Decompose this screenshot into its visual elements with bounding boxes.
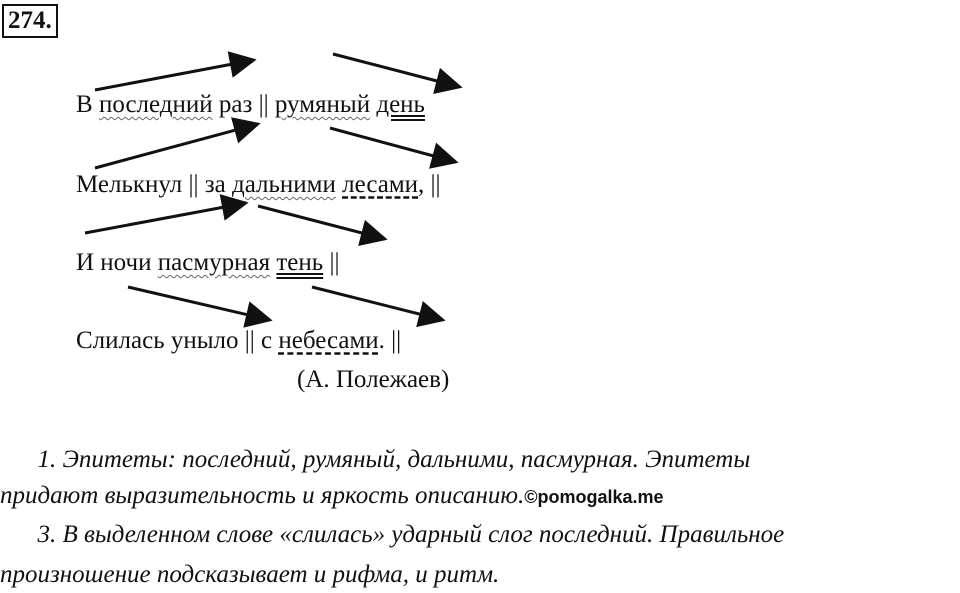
analysis-line-3: 3. В выделенном слове «слилась» ударный слог последний. Правильное [0,521,785,548]
arrow [333,54,460,87]
poem-text: . || [378,327,402,354]
task-number: 274. [2,4,58,38]
epithet-word: румяный [274,91,371,118]
poem-line-2 [76,170,441,200]
poem-text: раз || [212,91,275,118]
adverbial-word: небесами [278,327,379,354]
poem-line-1 [76,90,425,120]
poem-text: || [323,249,340,276]
analysis-line-1: 1. Эпитеты: последний, румяный, дальними, пасмурная. Эпитеты [0,446,751,473]
arrow [312,287,443,320]
adverbial-word: лесами [342,171,419,198]
arrow [258,206,385,239]
analysis-line-4: произношение подсказывает и рифма, и ритм. [0,561,500,588]
arrow [85,203,246,233]
poem-text: Слилась уныло || с [76,327,279,354]
poem-line-4 [76,326,401,356]
analysis-line-2 [0,481,960,512]
poem-line-3 [76,248,339,278]
epithet-word: дальними [232,171,336,198]
poem-text: , || [418,171,441,198]
epithet-word: пасмурная [157,249,271,276]
poem-text: И ночи [76,249,158,276]
analysis-text: придают выразительность и яркость описанию. [0,482,525,509]
arrow [128,287,270,320]
arrow [330,128,456,162]
poem-author: (А. Полежаев) [297,366,450,393]
watermark: ©pomogalka.me [524,487,664,507]
poem-text: Мелькнул || за [76,171,233,198]
subject-word: тень [276,249,324,276]
poem-text: В [76,91,99,118]
subject-word: день [376,91,425,118]
arrow [95,124,258,168]
arrow [95,60,254,90]
epithet-word: последний [98,91,213,118]
